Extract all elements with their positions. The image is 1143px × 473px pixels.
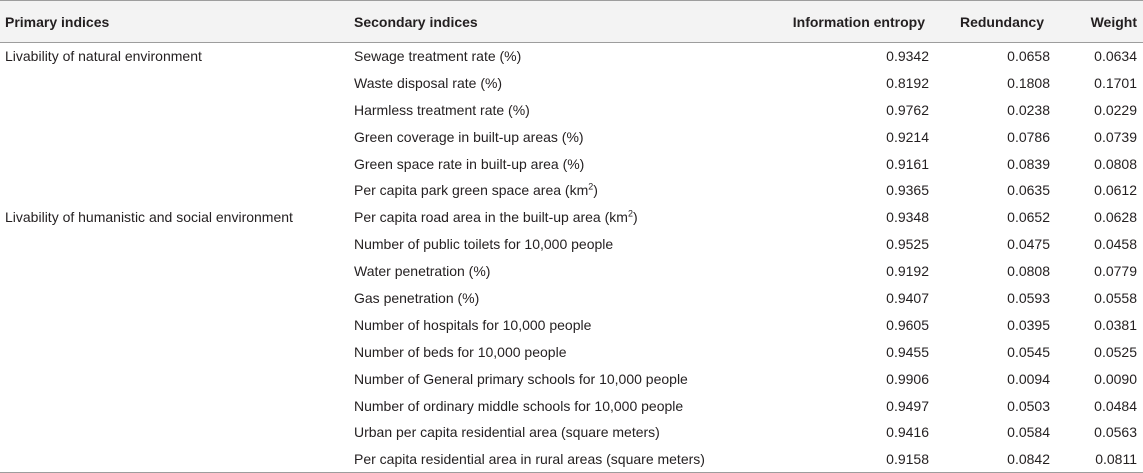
secondary-index-label: Per capita park green space area (km: [354, 182, 589, 199]
information-entropy-cell: 0.9416: [886, 424, 929, 441]
table-row: [0, 419, 1143, 446]
redundancy-cell: 0.0658: [1007, 48, 1050, 65]
unit-suffix: ): [593, 182, 598, 199]
secondary-index-label: Number of General primary schools for 10,000 people: [354, 370, 688, 387]
table-row: [0, 123, 1143, 150]
information-entropy-cell: 0.9348: [886, 209, 929, 226]
primary-index-cell: [0, 258, 346, 285]
unit-superscript: 2: [588, 181, 594, 192]
table-row: [0, 177, 1143, 204]
secondary-index-cell: [346, 69, 743, 96]
secondary-index-label: Waste disposal rate (%): [354, 74, 503, 91]
secondary-index-cell: [346, 96, 743, 123]
table-row: [0, 150, 1143, 177]
primary-index-cell: [0, 177, 346, 204]
unit-superscript: 2: [627, 208, 633, 219]
information-entropy-cell: 0.9525: [886, 236, 929, 253]
weight-cell: 0.1701: [1094, 74, 1137, 91]
secondary-index-label: Per capita residential area in rural areas (square meters): [354, 451, 705, 468]
secondary-index-cell: [346, 258, 743, 285]
redundancy-cell: 0.0786: [1007, 128, 1050, 145]
redundancy-cell: 0.0584: [1007, 424, 1050, 441]
redundancy-cell: 0.0635: [1007, 182, 1050, 199]
secondary-index-cell: [346, 177, 743, 204]
table-row: [0, 446, 1143, 473]
weight-cell: 0.0563: [1094, 424, 1137, 441]
primary-index-cell: [0, 338, 346, 365]
information-entropy-cell: 0.8192: [886, 74, 929, 91]
redundancy-cell: 0.0839: [1007, 155, 1050, 172]
secondary-index-label: Number of beds for 10,000 people: [354, 343, 567, 360]
redundancy-cell: 0.0593: [1007, 289, 1050, 306]
secondary-index-label: Number of hospitals for 10,000 people: [354, 316, 592, 333]
secondary-index-label: Urban per capita residential area (square meters): [354, 424, 660, 441]
redundancy-cell: 0.0395: [1007, 316, 1050, 333]
secondary-index-cell: [346, 392, 743, 419]
header-row: [0, 1, 1143, 43]
primary-index-cell: [0, 123, 346, 150]
table-row: [0, 43, 1143, 70]
primary-index-cell: [0, 446, 346, 473]
secondary-index-cell: [346, 311, 743, 338]
weight-cell: 0.0811: [1050, 446, 1143, 473]
information-entropy-cell: 0.9214: [886, 128, 929, 145]
redundancy-cell: 0.0652: [1007, 209, 1050, 226]
redundancy-cell: 0.0475: [1007, 236, 1050, 253]
table-row: [0, 204, 1143, 231]
secondary-index-cell: [346, 123, 743, 150]
secondary-index-cell: [346, 285, 743, 312]
table-row: [0, 258, 1143, 285]
secondary-index-cell: [346, 446, 743, 473]
information-entropy-cell: 0.9605: [886, 316, 929, 333]
weight-cell: 0.0779: [1094, 263, 1137, 280]
secondary-index-label: Number of ordinary middle schools for 10,000 people: [354, 397, 684, 414]
redundancy-cell: 0.0094: [1007, 370, 1050, 387]
header-secondary-indices: Secondary indices: [346, 1, 743, 43]
table-row: [0, 365, 1143, 392]
weight-cell: 0.0458: [1094, 236, 1137, 253]
header-primary-indices: Primary indices: [0, 1, 346, 43]
information-entropy-cell: 0.9407: [886, 289, 929, 306]
secondary-index-cell: [346, 338, 743, 365]
table-row: [0, 392, 1143, 419]
header-redundancy: Redundancy: [929, 1, 1050, 43]
primary-index-cell: [0, 69, 346, 96]
weight-cell: 0.0739: [1094, 128, 1137, 145]
weight-cell: 0.0808: [1094, 155, 1137, 172]
primary-index-cell: [0, 392, 346, 419]
secondary-index-cell: [346, 365, 743, 392]
weight-cell: 0.0381: [1094, 316, 1137, 333]
redundancy-cell: 0.0842: [929, 446, 1050, 473]
weight-cell: 0.0612: [1094, 182, 1137, 199]
primary-index-cell: [0, 419, 346, 446]
secondary-index-label: Harmless treatment rate (%): [354, 101, 530, 118]
weight-cell: 0.0634: [1094, 48, 1137, 65]
information-entropy-cell: 0.9497: [886, 397, 929, 414]
secondary-index-label: Gas penetration (%): [354, 289, 480, 306]
information-entropy-cell: 0.9762: [886, 101, 929, 118]
primary-index-cell: Livability of humanistic and social environment: [5, 208, 293, 225]
information-entropy-cell: 0.9365: [886, 182, 929, 199]
secondary-index-label: Sewage treatment rate (%): [354, 48, 522, 65]
table-row: [0, 311, 1143, 338]
secondary-index-cell: [346, 419, 743, 446]
information-entropy-cell: 0.9342: [886, 48, 929, 65]
secondary-index-label: Water penetration (%): [354, 263, 491, 280]
weight-cell: 0.0090: [1094, 370, 1137, 387]
weight-cell: 0.0558: [1094, 289, 1137, 306]
table-row: [0, 231, 1143, 258]
table-body: [0, 43, 1143, 473]
unit-suffix: ): [632, 209, 638, 226]
redundancy-cell: 0.0238: [1007, 101, 1050, 118]
table-row: [0, 285, 1143, 312]
weight-cell: 0.0229: [1094, 101, 1137, 118]
table-row: [0, 96, 1143, 123]
primary-index-cell: Livability of natural environment: [5, 48, 202, 64]
information-entropy-cell: 0.9906: [886, 370, 929, 387]
table-row: [0, 338, 1143, 365]
weight-cell: 0.0525: [1094, 343, 1137, 360]
redundancy-cell: 0.0545: [1007, 343, 1050, 360]
weight-cell: 0.0628: [1094, 209, 1137, 226]
redundancy-cell: 0.0503: [1007, 397, 1050, 414]
redundancy-cell: 0.0808: [1007, 263, 1050, 280]
table-row: [0, 69, 1143, 96]
secondary-index-cell: [346, 231, 743, 258]
primary-index-cell: [0, 311, 346, 338]
header-information-entropy: Information entropy: [743, 1, 929, 43]
information-entropy-cell: 0.9455: [886, 343, 929, 360]
weight-cell: 0.0484: [1094, 397, 1137, 414]
secondary-index-cell: [346, 43, 743, 70]
primary-index-cell: [0, 150, 346, 177]
primary-index-cell: [0, 285, 346, 312]
secondary-index-cell: [346, 150, 743, 177]
secondary-index-cell: [346, 204, 743, 231]
header-weight: Weight: [1050, 1, 1143, 43]
redundancy-cell: 0.1808: [1007, 74, 1050, 91]
information-entropy-cell: 0.9158: [743, 446, 929, 473]
information-entropy-cell: 0.9161: [886, 155, 929, 172]
primary-index-cell: [0, 231, 346, 258]
secondary-index-label: Number of public toilets for 10,000 people: [354, 236, 614, 253]
information-entropy-cell: 0.9192: [886, 263, 929, 280]
secondary-index-label: Green coverage in built-up areas (%): [354, 128, 584, 145]
primary-index-cell: [0, 365, 346, 392]
secondary-index-label: Per capita road area in the built-up area (km: [354, 209, 628, 226]
secondary-index-label: Green space rate in built-up area (%): [354, 155, 585, 172]
table-header: [0, 1, 1143, 43]
primary-index-cell: [0, 96, 346, 123]
